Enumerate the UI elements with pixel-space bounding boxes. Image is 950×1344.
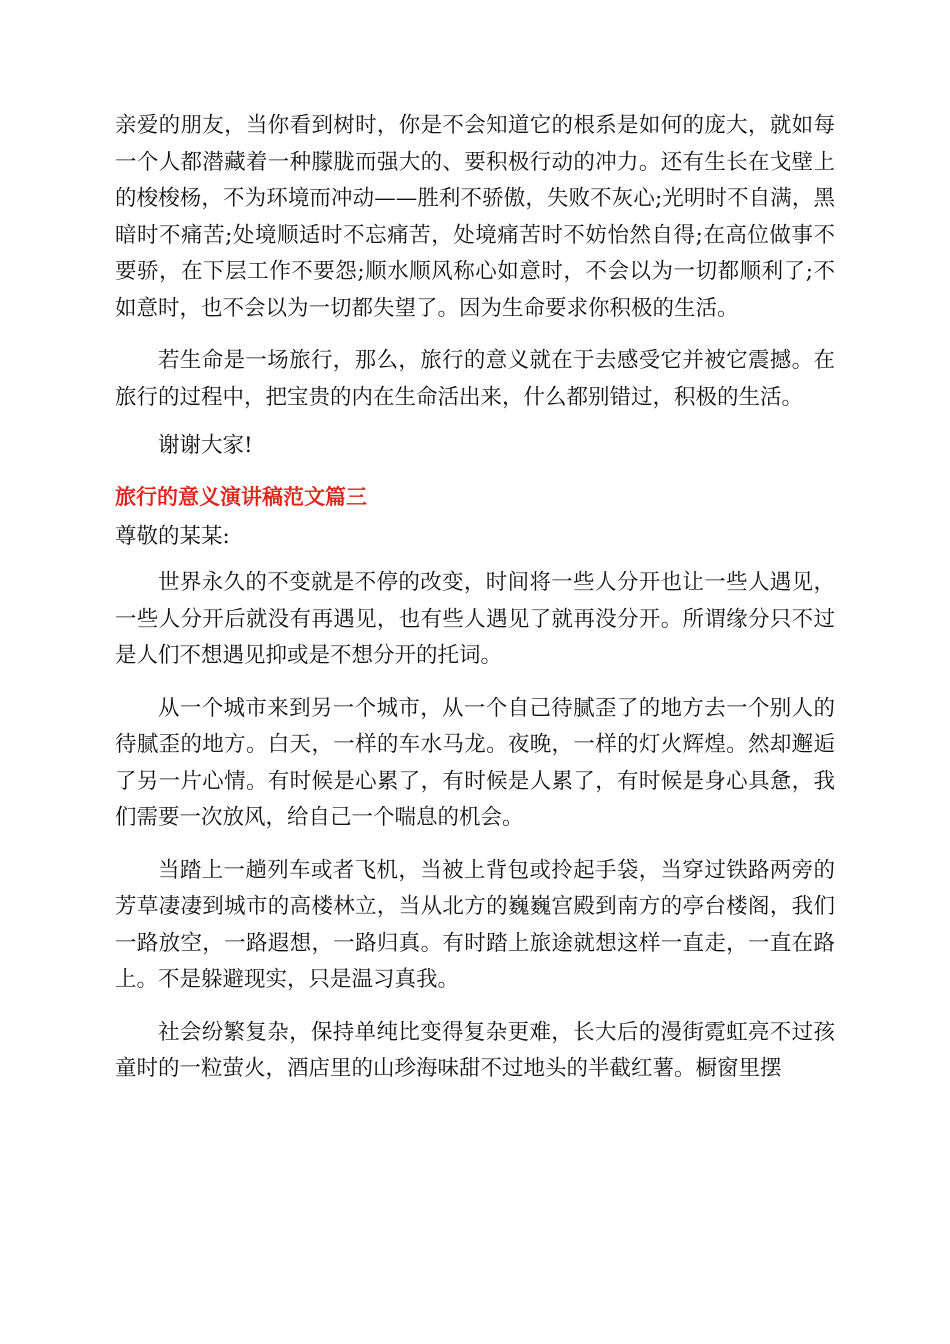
section-heading: 旅行的意义演讲稿范文篇三 <box>115 484 367 509</box>
document-page <box>115 108 835 1088</box>
paragraph-friends-tree: 亲爱的朋友，当你看到树时，你是不会知道它的根系是如何的庞大，就如每一个人都潜藏着一种朦胧而强大的、要积极行动的冲力。还有生长在戈壁上的梭梭杨，不为环境而冲动——胜利不骄傲，失败不灰心;光明时不自满，黑暗时不痛苦;处境顺适时不忘痛苦，处境痛苦时不妨怡然自得;在高位做事不要骄，在下层工作不要怨;顺水顺风称心如意时，不会以为一切都顺利了;不如意时，也不会以为一切都失望了。因为生命要求你积极的生活。 <box>115 113 835 321</box>
paragraph-world-changes: 世界永久的不变就是不停的改变，时间将一些人分开也让一些人遇见，一些人分开后就没有再遇见，也有些人遇见了就再没分开。所谓缘分只不过是人们不想遇见抑或是不想分开的托词。 <box>115 570 835 668</box>
paragraph-city-to-city: 从一个城市来到另一个城市，从一个自己待腻歪了的地方去一个别人的待腻歪的地方。白天，一样的车水马龙。夜晚，一样的灯火辉煌。然却邂逅了另一片心情。有时候是心累了，有时候是人累了，有时候是身心具惫，我们需要一次放风，给自己一个喘息的机会。 <box>115 695 835 830</box>
paragraph-thanks: 谢谢大家! <box>158 433 253 458</box>
paragraph-life-journey: 若生命是一场旅行，那么，旅行的意义就在于去感受它并被它震撼。在旅行的过程中，把宝贵的内在生命活出来，什么都别错过，积极的生活。 <box>115 348 835 410</box>
paragraph-society-complex: 社会纷繁复杂，保持单纯比变得复杂更难，长大后的漫街霓虹亮不过孩童时的一粒萤火，酒店里的山珍海味甜不过地头的半截红薯。橱窗里摆 <box>115 1019 835 1081</box>
salutation: 尊敬的某某: <box>115 523 230 549</box>
paragraph-on-the-road: 当踏上一趟列车或者飞机，当被上背包或拎起手袋，当穿过铁路两旁的芳草凄凄到城市的高楼林立，当从北方的巍巍宫殿到南方的亭台楼阁，我们一路放空，一路遐想，一路归真。有时踏上旅途就想这样一直走，一直在路上。不是躲避现实，只是温习真我。 <box>115 857 835 992</box>
